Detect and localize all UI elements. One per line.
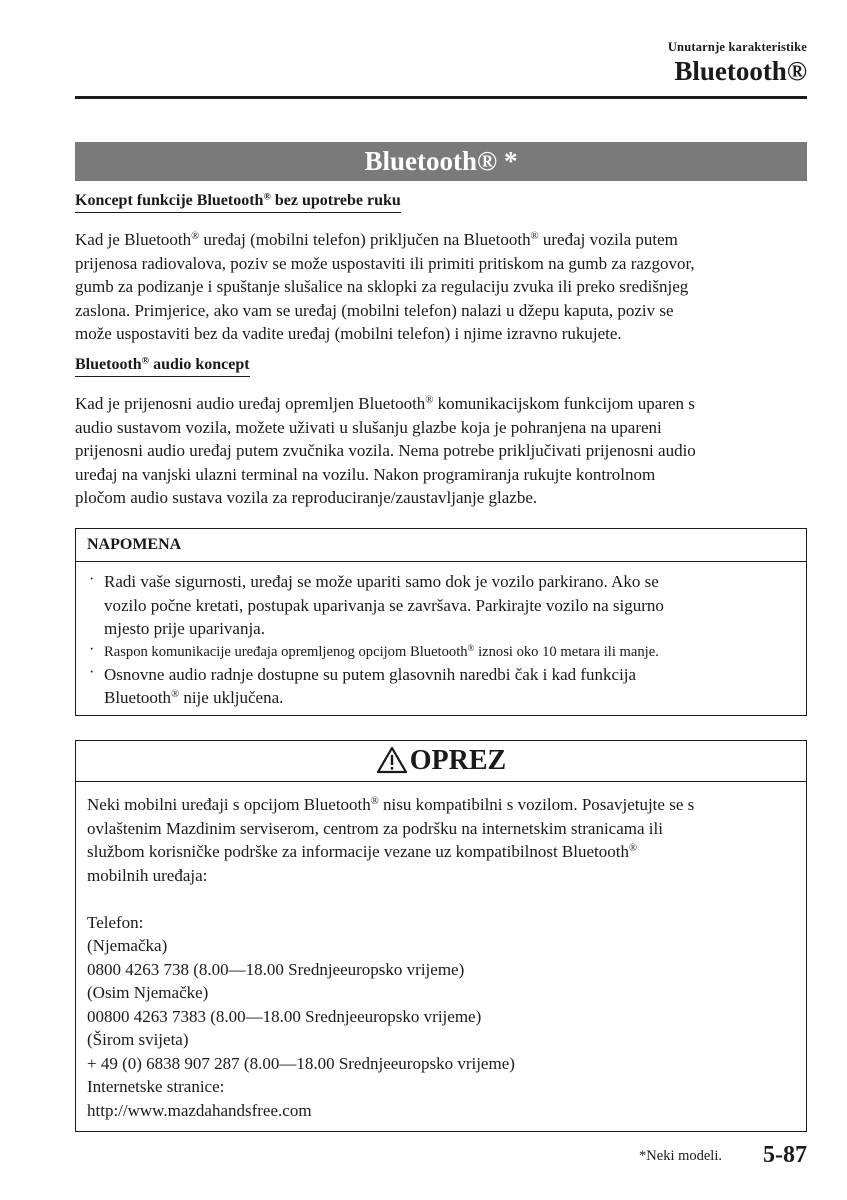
paragraph-line: pločom audio sustava vozila za reproduciranje/zaustavljanje glazbe. bbox=[75, 488, 538, 507]
footer-note: *Neki modeli. bbox=[639, 1148, 722, 1164]
spacer bbox=[87, 887, 795, 911]
caution-title bbox=[76, 741, 806, 782]
contact-line: 0800 4263 738 (8.00—18.00 Srednjeeuropsko vrijeme) bbox=[87, 959, 465, 979]
note-line: mjesto prije uparivanja. bbox=[104, 619, 265, 638]
contact-line: (Širom svijeta) bbox=[87, 1030, 189, 1049]
paragraph-line: može uspostaviti bez da vadite uređaj (mobilni telefon) i njime izravno rukujete. bbox=[75, 324, 622, 343]
caution-line: Neki mobilni uređaji s opcijom Bluetooth® nisu kompatibilni s vozilom. Posavjetujte se s bbox=[87, 795, 695, 814]
contact-line: Internetske stranice: bbox=[87, 1077, 225, 1096]
note-box bbox=[75, 528, 807, 716]
caution-label: OPREZ bbox=[409, 745, 507, 776]
caution-line: mobilnih uređaja: bbox=[87, 865, 208, 885]
paragraph-line: Kad je prijenosni audio uređaj opremljen Bluetooth® komunikacijskom funkcijom uparen s bbox=[75, 394, 695, 413]
heading-text: bez upotrebe ruku bbox=[270, 192, 401, 209]
banner-title: Bluetooth® bbox=[364, 146, 498, 176]
paragraph-line: audio sustavom vozila, možete uživati u slušanju glazbe koja je pohranjena na upareni bbox=[75, 417, 662, 437]
paragraph-line: gumb za podizanje i spuštanje slušalice na sklopki za regulaciju zvuka ili preko središnjeg bbox=[75, 277, 689, 296]
note-line: Radi vaše sigurnosti, uređaj se može upariti samo dok je vozilo parkirano. Ako se bbox=[104, 572, 659, 591]
audio-heading bbox=[75, 356, 250, 377]
warning-triangle-icon bbox=[376, 746, 408, 774]
caution-box bbox=[75, 740, 807, 1132]
chapter-banner bbox=[75, 142, 807, 181]
paragraph-line: zaslona. Primjerice, ako vam se uređaj (mobilni telefon) nalazi u džepu kaputa, poziv se bbox=[75, 300, 674, 320]
registered-mark: ® bbox=[263, 191, 271, 203]
note-line: vozilo počne kretati, postupak uparivanja se završava. Parkirajte vozilo na sigurno bbox=[104, 595, 664, 615]
handsfree-heading bbox=[75, 192, 401, 213]
website-link[interactable]: http://www.mazdahandsfree.com bbox=[87, 1100, 312, 1120]
paragraph-line: prijenosa radiovalova, poziv se može uspostaviti ili primiti pritiskom na gumb za razgovor, bbox=[75, 253, 695, 273]
bullet-icon: · bbox=[89, 663, 95, 681]
note-title: NAPOMENA bbox=[76, 529, 806, 562]
paragraph-line: prijenosni audio uređaj putem zvučnika vozila. Nema potrebe priključivati prijenosni audio bbox=[75, 441, 696, 460]
note-item bbox=[76, 641, 806, 663]
handsfree-paragraph bbox=[75, 228, 807, 346]
contact-line: (Njemačka) bbox=[87, 936, 168, 955]
caution-body bbox=[76, 782, 806, 1122]
registered-mark: ® bbox=[141, 355, 150, 367]
heading-text: Bluetooth bbox=[75, 356, 142, 373]
paragraph-line: uređaj na vanjski ulazni terminal na vozilu. Nakon programiranja rukujte kontrolnom bbox=[75, 464, 656, 484]
note-item bbox=[76, 663, 806, 710]
paragraph-line: Kad je Bluetooth® uređaj (mobilni telefon) priključen na Bluetooth® uređaj vozila putem bbox=[75, 230, 678, 249]
contact-line: + 49 (0) 6838 907 287 (8.00—18.00 Srednjeeuropsko vrijeme) bbox=[87, 1053, 515, 1073]
contact-line: Telefon: bbox=[87, 912, 144, 932]
heading-text: audio koncept bbox=[149, 356, 250, 373]
audio-paragraph bbox=[75, 392, 807, 510]
contact-line: (Osim Njemačke) bbox=[87, 983, 209, 1002]
note-line: Bluetooth® nije uključena. bbox=[104, 688, 284, 707]
page-number: 5-87 bbox=[763, 1142, 807, 1168]
note-line: Osnovne audio radnje dostupne su putem glasovnih naredbi čak i kad funkcija bbox=[104, 664, 637, 684]
section-label: Unutarnje karakteristike bbox=[667, 40, 807, 54]
page-title: Bluetooth® bbox=[674, 56, 807, 86]
banner-asterisk: * bbox=[497, 146, 518, 176]
bullet-icon: · bbox=[89, 640, 95, 658]
bullet-icon: · bbox=[89, 571, 95, 588]
note-item bbox=[76, 570, 806, 641]
heading-text: Koncept funkcije Bluetooth bbox=[75, 192, 264, 209]
header-divider bbox=[75, 96, 807, 99]
caution-line: ovlaštenim Mazdinim serviserom, centrom za podršku na internetskim stranicama ili bbox=[87, 818, 663, 838]
caution-line: službom korisničke podrške za informacije vezane uz kompatibilnost Bluetooth® bbox=[87, 842, 637, 861]
note-list bbox=[76, 562, 806, 710]
note-line: Raspon komunikacije uređaja opremljenog opcijom Bluetooth® iznosi oko 10 metara ili manje. bbox=[104, 642, 659, 660]
contact-line: 00800 4263 7383 (8.00—18.00 Srednjeeuropsko vrijeme) bbox=[87, 1006, 482, 1026]
